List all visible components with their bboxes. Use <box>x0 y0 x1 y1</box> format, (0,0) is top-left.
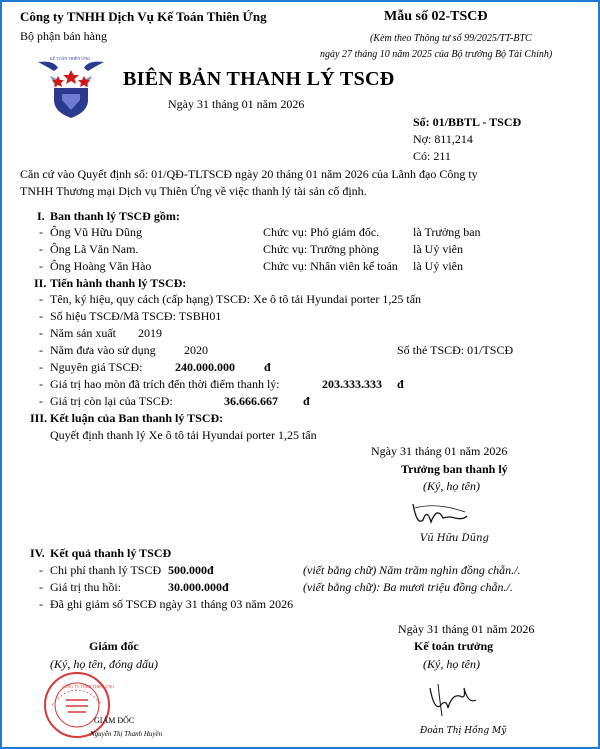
asset-code: Số hiệu TSCĐ/Mã TSCĐ: TSBH01 <box>50 309 222 323</box>
accountant-name: Đoàn Thị Hồng Mỹ <box>420 726 507 736</box>
doc-number: Số: 01/BBTL - TSCĐ <box>413 115 522 129</box>
sign-date: Ngày 31 tháng 01 năm 2026 <box>371 444 508 458</box>
member-position: Chức vụ: Nhân viên kế toán <box>263 259 398 273</box>
legal-note-2: ngày 27 tháng 10 năm 2025 của Bộ trưởng Bộ Tài Chính) <box>320 49 553 60</box>
section-3-number: III. <box>30 411 48 425</box>
currency: đ <box>303 394 310 408</box>
bullet: - <box>39 309 43 323</box>
currency: đ <box>397 377 404 391</box>
asset-name: Tên, ký hiệu, quy cách (cấp hạng) TSCĐ: Xe ô tô tải Hyundai porter 1,25 tấn <box>50 292 422 306</box>
sign-date-2: Ngày 31 tháng 01 năm 2026 <box>398 622 535 636</box>
member-row: - <box>39 259 43 273</box>
section-2-heading: Tiến hành thanh lý TSCĐ: <box>50 276 187 290</box>
form-number: Mẫu số 02-TSCĐ <box>384 9 488 24</box>
depreciation-value: 203.333.333 <box>322 377 382 391</box>
recovered-label: Giá trị thu hồi: <box>50 580 121 594</box>
chief-accountant-note: (Ký, họ tên) <box>423 657 480 671</box>
director-note: (Ký, họ tên, đóng dấu) <box>50 657 158 671</box>
sign-title: Trưởng ban thanh lý <box>401 462 508 476</box>
bullet: - <box>39 343 43 357</box>
company-logo <box>32 54 110 120</box>
card-number: Số thẻ TSCĐ: 01/TSCĐ <box>397 343 514 357</box>
bullet: - <box>39 377 43 391</box>
member-row: - <box>39 242 43 256</box>
bullet: - <box>39 563 43 577</box>
director-name: Nguyễn Thị Thanh Huyền <box>90 730 163 738</box>
member-position: Chức vụ: Trưởng phòng <box>263 242 379 256</box>
stamp-text: CÔNG TY TNHH THIÊN ỨNG <box>62 684 115 689</box>
intro-line-1: Căn cứ vào Quyết định số: 01/QĐ-TLTSCĐ ngày 20 tháng 01 năm 2026 của Lãnh đạo Công ty <box>20 167 478 181</box>
section-1-number: I. <box>37 209 45 223</box>
section-4-heading: Kết quả thanh lý TSCĐ <box>50 546 172 560</box>
bullet: - <box>39 360 43 374</box>
department-name: Bộ phận bán hàng <box>20 29 107 43</box>
year-used: 2020 <box>184 343 208 357</box>
writeoff-note: Đã ghi giảm số TSCĐ ngày 31 tháng 03 năm 2026 <box>50 597 294 611</box>
depreciation-label: Giá trị hao mòn đã trích đến thời điểm thanh lý: <box>50 377 280 391</box>
remaining-label: Giá trị còn lại của TSCĐ: <box>50 394 173 408</box>
section-3-heading: Kết luận của Ban thanh lý TSCĐ: <box>50 411 224 425</box>
director-title: Giám đốc <box>89 639 139 653</box>
credit-account: Có: 211 <box>413 149 451 163</box>
liquidation-cost-words: (viết bằng chữ) Năm trăm nghìn đồng chẵn./. <box>303 563 521 577</box>
debit-account: Nợ: 811,214 <box>413 132 473 146</box>
member-row: - <box>39 225 43 239</box>
section-1-heading: Ban thanh lý TSCĐ gồm: <box>50 209 180 223</box>
legal-note-1: (Kèm theo Thông tư số 99/2025/TT-BTC <box>370 33 532 44</box>
year-made: 2019 <box>138 326 162 340</box>
signer-name: Vũ Hữu Dũng <box>420 533 489 544</box>
signature-mark <box>407 496 487 532</box>
member-name: Ông Hoàng Văn Hào <box>50 259 152 273</box>
year-made-label: Năm sản xuất <box>50 326 116 340</box>
bullet: - <box>39 326 43 340</box>
member-role: là Trưởng ban <box>413 225 481 239</box>
cost-label: Nguyên giá TSCĐ: <box>50 360 143 374</box>
conclusion-text: Quyết định thanh lý Xe ô tô tải Hyundai porter 1,25 tấn <box>50 428 317 442</box>
chief-accountant-title: Kế toán trưởng <box>414 639 494 653</box>
page-title: BIÊN BẢN THANH LÝ TSCĐ <box>123 68 395 90</box>
year-used-label: Năm đưa vào sử dụng <box>50 343 156 357</box>
doc-date: Ngày 31 tháng 01 năm 2026 <box>168 97 305 111</box>
remaining-value: 36.666.667 <box>224 394 278 408</box>
section-4-number: IV. <box>30 546 45 560</box>
bullet: - <box>39 580 43 594</box>
member-role: là Uỷ viên <box>413 259 463 273</box>
member-position: Chức vụ: Phó giám đốc. <box>263 225 380 239</box>
company-name: Công ty TNHH Dịch Vụ Kế Toán Thiên Ứng <box>20 9 267 24</box>
recovered-words: (viết bằng chữ): Ba mươi triệu đồng chẵn./. <box>303 580 513 594</box>
member-name: Ông Vũ Hữu Dũng <box>50 225 142 239</box>
stamp-caption: GIÁM ĐỐC <box>94 716 135 725</box>
liquidation-cost-label: Chi phí thanh lý TSCĐ <box>50 563 162 577</box>
bullet: - <box>39 597 43 611</box>
logo-text: KẾ TOÁN THIÊN ỨNG <box>50 56 91 61</box>
bullet: - <box>39 394 43 408</box>
section-2-number: II. <box>34 276 47 290</box>
member-name: Ông Lã Văn Nam. <box>50 242 139 256</box>
bullet: - <box>39 292 43 306</box>
accountant-signature-mark <box>420 678 490 720</box>
recovered-value: 30.000.000đ <box>168 580 229 594</box>
member-role: là Uỷ viên <box>413 242 463 256</box>
liquidation-cost: 500.000đ <box>168 563 214 577</box>
sign-note: (Ký, họ tên) <box>423 479 480 493</box>
cost-value: 240.000.000 <box>175 360 235 374</box>
intro-line-2: TNHH Thương mại Dịch vụ Thiên Ứng về việc thanh lý tài sản cố định. <box>20 184 367 198</box>
currency: đ <box>264 360 271 374</box>
